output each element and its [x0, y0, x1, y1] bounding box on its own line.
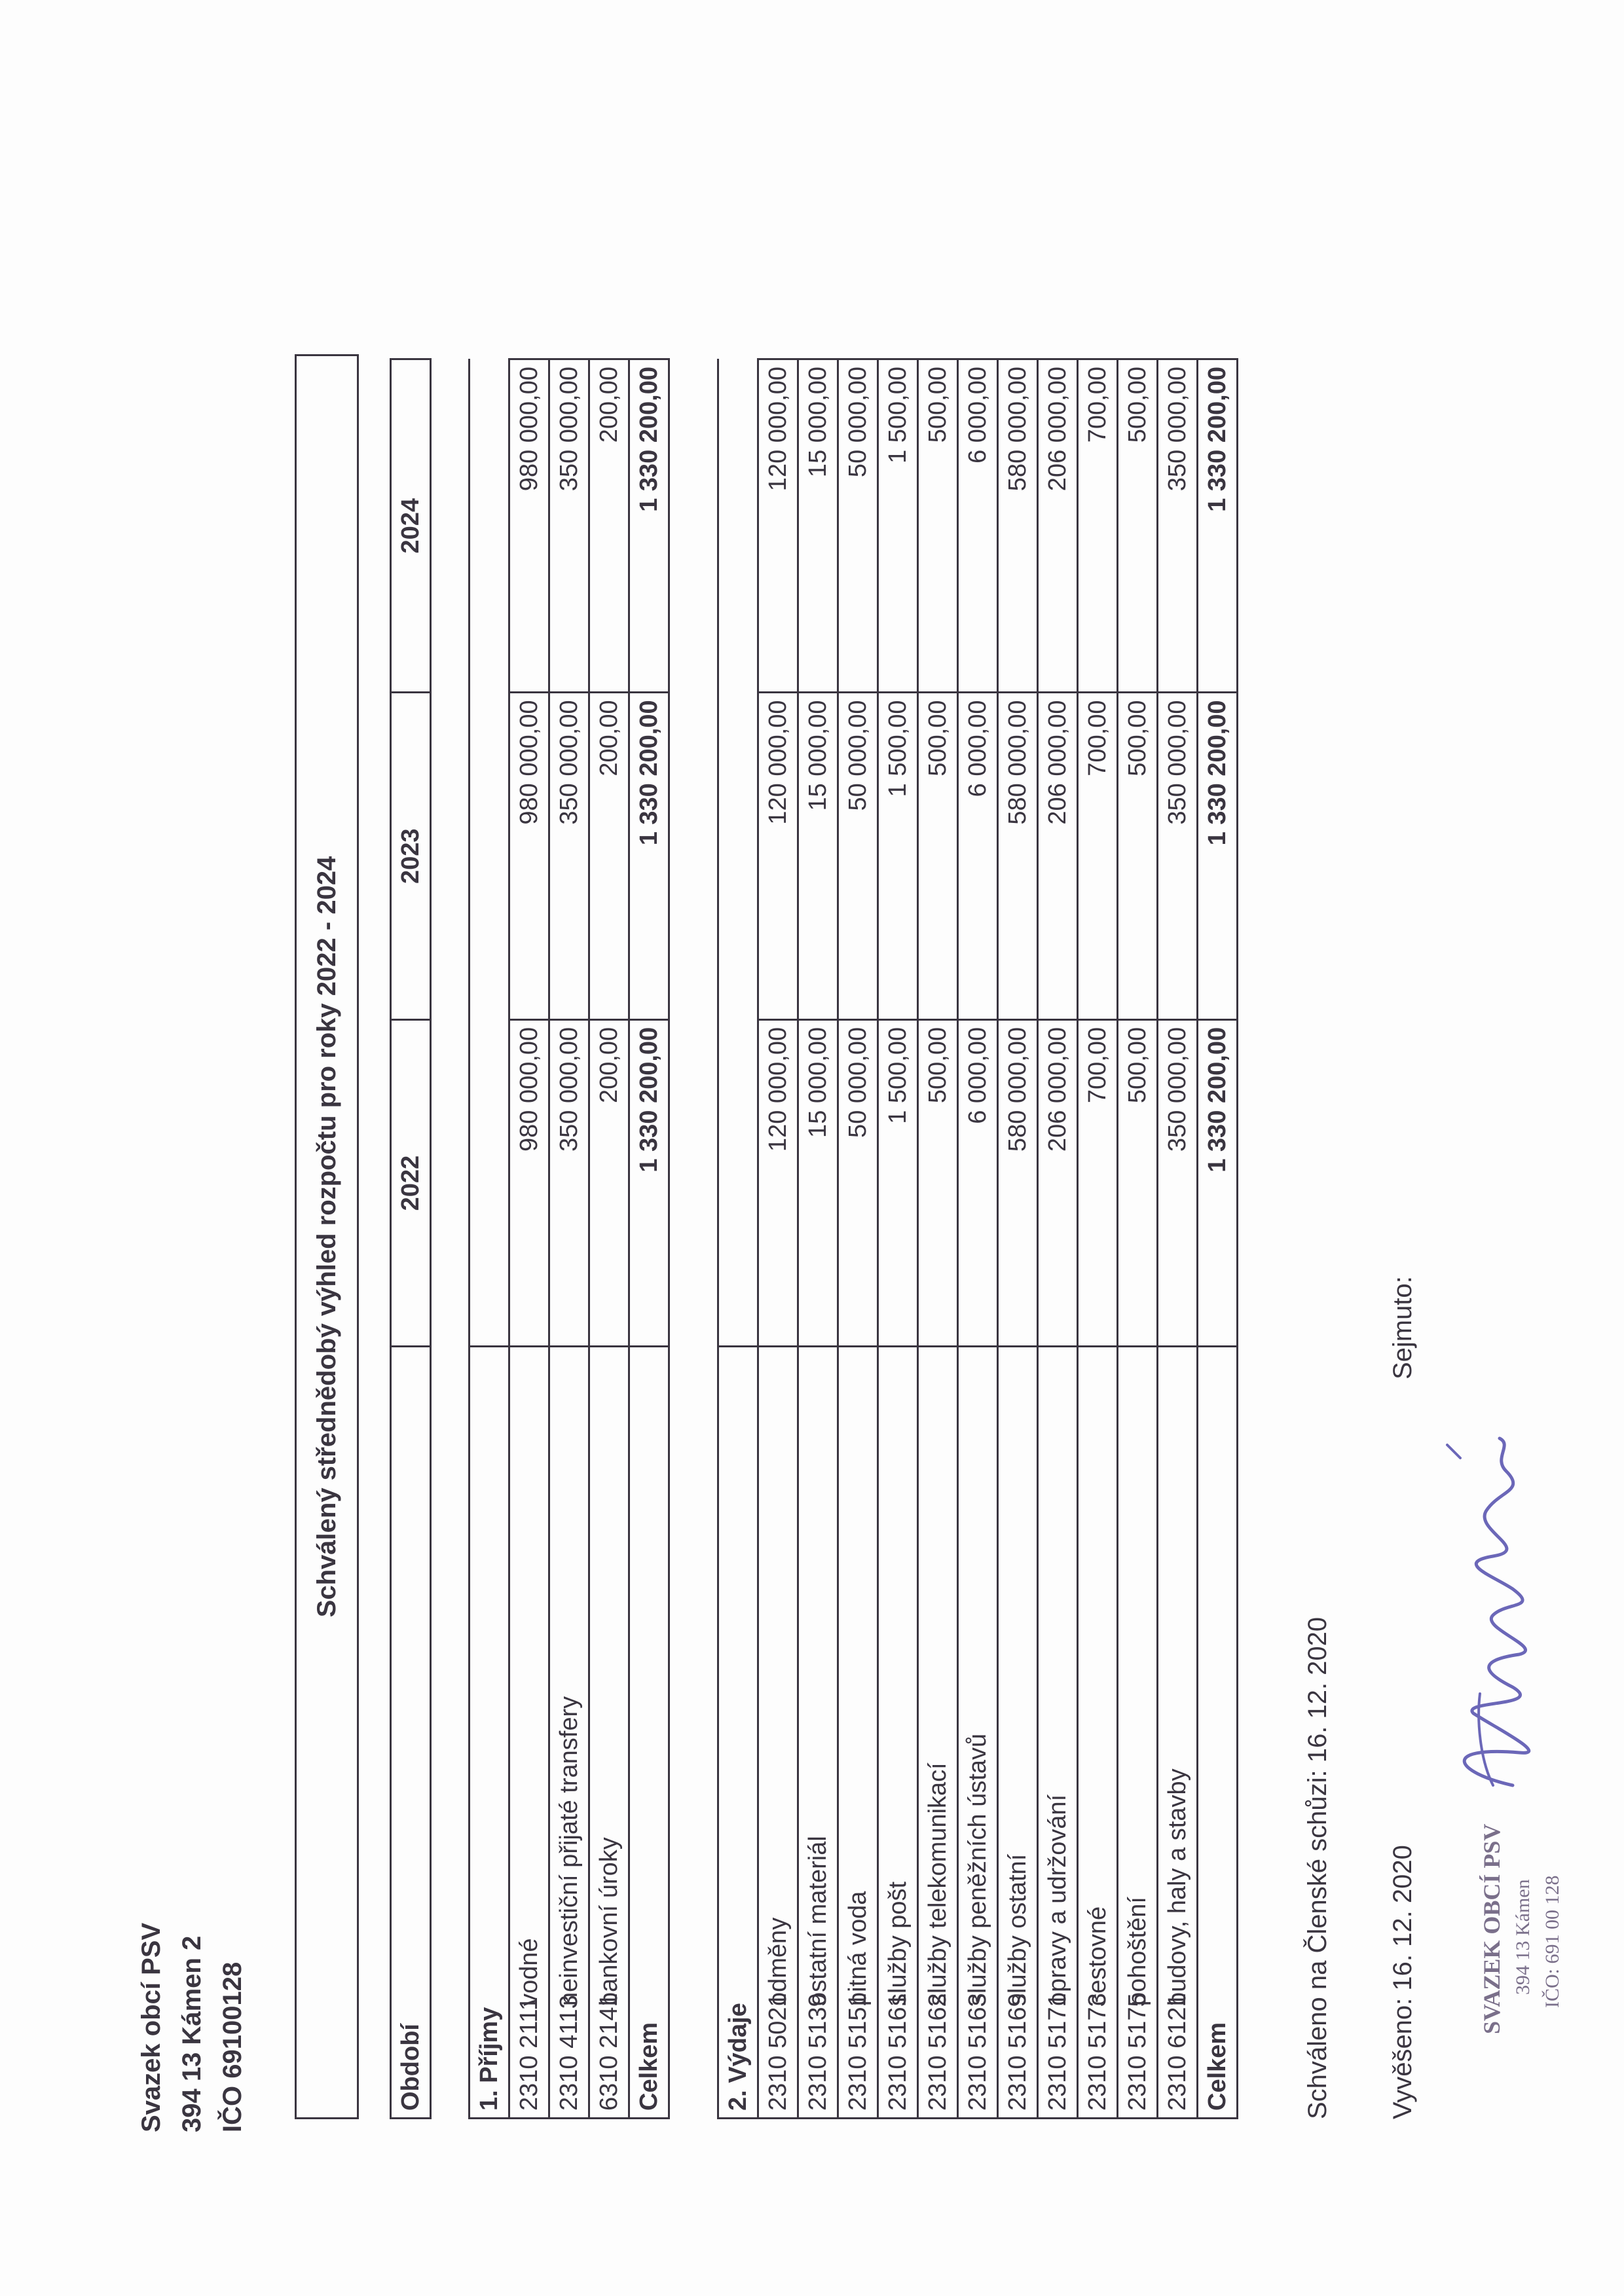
item-code: 2310 5173 [1084, 1993, 1111, 2111]
item-label: ostatní materiál [804, 1836, 832, 2006]
income-table [468, 358, 670, 2119]
stamp-line1: SVAZEK OBCÍ PSV [1479, 1823, 1505, 2034]
item-code: 2310 6121 [1164, 1993, 1191, 2111]
value-cell: 500,00 [1118, 1019, 1158, 1346]
handwritten-signature [1414, 1432, 1585, 1798]
total-value: 1 330 200,00 [1198, 1019, 1238, 1346]
table-row [918, 359, 958, 2119]
value-cell: 120 000,00 [758, 693, 798, 1019]
expenses-section-row [718, 359, 758, 2119]
item-code: 2310 5162 [924, 1993, 951, 2111]
posted-note: Vyvěšeno: 16. 12. 2020 [1388, 1845, 1417, 2119]
value-cell: 980 000,00 [509, 359, 549, 693]
income-section-row [470, 359, 509, 2119]
table-row [958, 359, 998, 2119]
table-row [549, 359, 589, 2119]
value-cell: 15 000,00 [798, 359, 838, 693]
expenses-section-title: 2. Výdaje [718, 1347, 758, 2119]
item-label: služby ostatní [1004, 1853, 1031, 2006]
item-code: 2310 2111 [515, 1997, 543, 2111]
table-row [998, 359, 1038, 2119]
item-label: služby pošt [884, 1881, 912, 2006]
item-cell [798, 1347, 838, 2119]
income-section-title: 1. Příjmy [470, 1347, 509, 2119]
item-label: opravy a udržování [1044, 1794, 1071, 2006]
value-cell: 350 000,00 [549, 359, 589, 693]
item-cell [838, 1347, 878, 2119]
value-cell: 350 000,00 [549, 1019, 589, 1346]
item-code: 2310 5163 [964, 1993, 991, 2111]
value-cell: 50 000,00 [838, 693, 878, 1019]
removed-note: Sejmuto: [1388, 1276, 1417, 1379]
value-cell: 700,00 [1078, 693, 1118, 1019]
item-code: 2310 5161 [884, 1993, 912, 2111]
item-cell [878, 1347, 918, 2119]
item-code: 2310 5169 [1004, 1993, 1031, 2111]
year-col-2024: 2024 [391, 359, 431, 693]
item-label: budovy, haly a stavby [1164, 1768, 1191, 2006]
year-col-2022: 2022 [391, 1019, 431, 1346]
table-row [509, 359, 549, 2119]
item-code: 2310 5171 [1044, 1993, 1071, 2111]
income-section-empty-cell [470, 359, 509, 693]
item-code: 2310 5139 [804, 1993, 832, 2111]
item-code: 2310 5021 [764, 1993, 792, 2111]
value-cell: 50 000,00 [838, 1019, 878, 1346]
approved-note: Schváleno na Členské schůzi: 16. 12. 2020 [1303, 1616, 1332, 2119]
value-cell: 350 000,00 [549, 693, 589, 1019]
total-value: 1 330 200,00 [1198, 359, 1238, 693]
item-cell [998, 1347, 1038, 2119]
item-label: vodné [515, 1938, 543, 2006]
value-cell: 350 000,00 [1158, 1019, 1198, 1346]
item-code: 2310 5175 [1124, 1993, 1151, 2111]
total-label: Celkem [629, 1347, 669, 2119]
income-section-empty-cell [470, 693, 509, 1019]
table-row [1158, 359, 1198, 2119]
item-label: odměny [764, 1917, 792, 2006]
value-cell: 1 500,00 [878, 693, 918, 1019]
value-cell: 6 000,00 [958, 359, 998, 693]
document-title: Schválený střednědobý výhled rozpočtu pro roky 2022 - 2024 [295, 354, 359, 2119]
value-cell: 1 500,00 [878, 1019, 918, 1346]
value-cell: 980 000,00 [509, 1019, 549, 1346]
value-cell: 500,00 [1118, 359, 1158, 693]
value-cell: 200,00 [589, 359, 629, 693]
value-cell: 500,00 [918, 359, 958, 693]
table-row [758, 359, 798, 2119]
org-header [131, 1923, 253, 2132]
value-cell: 1 500,00 [878, 359, 918, 693]
value-cell: 200,00 [589, 693, 629, 1019]
income-section-empty-cell [470, 1019, 509, 1346]
stamp-line2: 394 13 Kámen [1512, 1879, 1534, 1995]
item-cell [1078, 1347, 1118, 2119]
item-label: služby telekomunikací [924, 1762, 951, 2006]
value-cell: 206 000,00 [1038, 359, 1078, 693]
period-label: Období [391, 1347, 431, 2119]
item-label: bankovní úroky [595, 1837, 623, 2006]
value-cell: 700,00 [1078, 1019, 1118, 1346]
expenses-section-empty-cell [718, 359, 758, 693]
item-cell [1158, 1347, 1198, 2119]
value-cell: 6 000,00 [958, 693, 998, 1019]
value-cell: 980 000,00 [509, 693, 549, 1019]
expenses-section-empty-cell [718, 1019, 758, 1346]
total-value: 1 330 200,00 [629, 693, 669, 1019]
total-value: 1 330 200,00 [629, 359, 669, 693]
item-cell [958, 1347, 998, 2119]
value-cell: 350 000,00 [1158, 359, 1198, 693]
total-label: Celkem [1198, 1347, 1238, 2119]
item-cell [509, 1347, 549, 2119]
value-cell: 580 000,00 [998, 359, 1038, 693]
item-cell [589, 1347, 629, 2119]
value-cell: 700,00 [1078, 359, 1118, 693]
value-cell: 6 000,00 [958, 1019, 998, 1346]
org-name: Svazek obcí PSV [137, 1922, 166, 2132]
expense-table [717, 358, 1238, 2119]
value-cell: 200,00 [589, 1019, 629, 1346]
expenses-total-row [1198, 359, 1238, 2119]
item-cell [1118, 1347, 1158, 2119]
item-cell [758, 1347, 798, 2119]
total-value: 1 330 200,00 [1198, 693, 1238, 1019]
value-cell: 206 000,00 [1038, 693, 1078, 1019]
value-cell: 350 000,00 [1158, 693, 1198, 1019]
table-row [1118, 359, 1158, 2119]
value-cell: 206 000,00 [1038, 1019, 1078, 1346]
income-total-row [629, 359, 669, 2119]
item-cell [549, 1347, 589, 2119]
value-cell: 500,00 [918, 693, 958, 1019]
table-row [1038, 359, 1078, 2119]
org-ico: IČO 69100128 [218, 1961, 247, 2132]
value-cell: 120 000,00 [758, 359, 798, 693]
item-code: 2310 4113 [555, 1995, 583, 2111]
table-row [589, 359, 629, 2119]
item-code: 2310 5151 [844, 1993, 872, 2111]
table-row [878, 359, 918, 2119]
item-label: pitná voda [844, 1891, 872, 2006]
item-cell [918, 1347, 958, 2119]
value-cell: 120 000,00 [758, 1019, 798, 1346]
year-col-2023: 2023 [391, 693, 431, 1019]
value-cell: 500,00 [1118, 693, 1158, 1019]
value-cell: 580 000,00 [998, 1019, 1038, 1346]
period-header-table [390, 358, 432, 2119]
expenses-section-empty-cell [718, 693, 758, 1019]
signature-graphic [1414, 1432, 1585, 1798]
table-row [798, 359, 838, 2119]
stamp-line3: IČO: 691 00 128 [1541, 1875, 1563, 2008]
item-label: neinvestiční přijaté transfery [555, 1696, 583, 2006]
value-cell: 15 000,00 [798, 1019, 838, 1346]
item-label: služby peněžních ústavů [964, 1733, 991, 2006]
value-cell: 50 000,00 [838, 359, 878, 693]
total-value: 1 330 200,00 [629, 1019, 669, 1346]
item-code: 6310 2141 [595, 1993, 623, 2111]
item-label: pohoštění [1124, 1897, 1151, 2006]
table-row [1078, 359, 1118, 2119]
item-label: cestovné [1084, 1906, 1111, 2006]
value-cell: 15 000,00 [798, 693, 838, 1019]
value-cell: 580 000,00 [998, 693, 1038, 1019]
period-header-row [391, 359, 431, 2119]
org-address: 394 13 Kámen 2 [177, 1935, 206, 2132]
value-cell: 500,00 [918, 1019, 958, 1346]
item-cell [1038, 1347, 1078, 2119]
table-row [838, 359, 878, 2119]
